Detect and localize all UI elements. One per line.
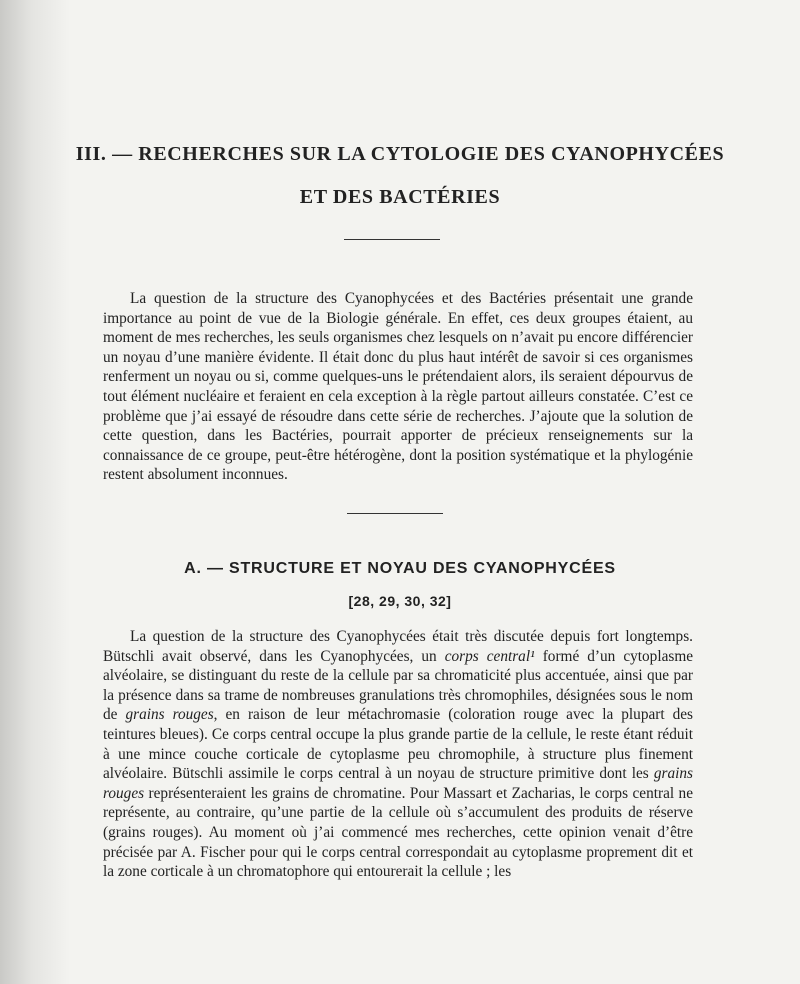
section-a-title: A. — STRUCTURE ET NOYAU DES CYANOPHYCÉES xyxy=(184,560,616,577)
text-run: , en raison de leur métachromasie (coloration rouge avec la plupart des teintures bleues). Ce corps central occupe la plus grande partie de la cellule, le reste étant réduit à une mince couche corticale de cytoplasme peu chromophile, à structure plus finement alvéolaire. Bütschli assimile le corps central à un noyau de structure primitive dont les xyxy=(103,706,694,783)
italic-term-grains-rouges: grains rouges xyxy=(125,706,214,724)
section-rule xyxy=(347,513,443,514)
italic-term-grains-rouges: grains rouges xyxy=(103,765,693,802)
text-run: La question de la structure des Cyanophycées était très discutée depuis fort longtemps. Bütschli avait observé, dans les Cyanophycées, un xyxy=(103,628,693,665)
section-a-references: [28, 29, 30, 32] xyxy=(348,593,452,609)
text-run: formé d’un cytoplasme alvéolaire, se distinguant du reste de la cellule par sa chromaticité plus accentuée, ainsi que par la présence dans sa trame de nombreuses granulations très chromophiles, désignées sous le nom de xyxy=(103,647,694,724)
italic-term-corps-central: corps central¹ xyxy=(444,647,535,665)
intro-text: La question de la structure des Cyanophycées et des Bactéries présentait une grande importance au point de vue de la Biologie générale. En effet, ces deux groupes étaient, au moment de mes recherches, les seuls organismes chez lesquels on n’avait pu encore différencier un noyau d’une manière évidente. Il était donc du plus haut intérêt de savoir si ces organismes renferment un noyau ou si, comme quelques-uns le prétendaient alors, ils seraient dépourvus de tout élément nucléaire et feraient en cela exception à la règle partout ailleurs constatée. C’est ce problème que j’ai essayé de résoudre dans cette série de recherches. J’ajoute que la solution de cette question, dans les Bactéries, pourrait apporter de précieux renseignements sur la connaissance de ce groupe, peut-être hétérogène, dont la position systématique et la phylogénie restent absolument inconnues. xyxy=(103,290,693,484)
text-run: représenteraient les grains de chromatine. Pour Massart et Zacharias, le corps central ne représente, au contraire, qu’une partie de la cellule où s’accumulent des produits de réserve (grains rouges). Au moment où j’ai commencé mes recherches, cette opinion venait d’être précisée par A. Fischer pour qui le corps central correspondait au cytoplasme proprement dit et la zone corticale à un chromatophore qui entourerait la cellule ; les xyxy=(103,784,693,881)
title-rule xyxy=(344,239,440,240)
section-a-paragraph xyxy=(103,627,693,882)
section-a-text xyxy=(103,627,693,882)
chapter-title-line-1: III. — RECHERCHES SUR LA CYTOLOGIE DES CYANOPHYCÉES xyxy=(75,143,725,165)
chapter-title-line-2: ET DES BACTÉRIES xyxy=(299,186,501,208)
intro-paragraph xyxy=(103,289,693,485)
